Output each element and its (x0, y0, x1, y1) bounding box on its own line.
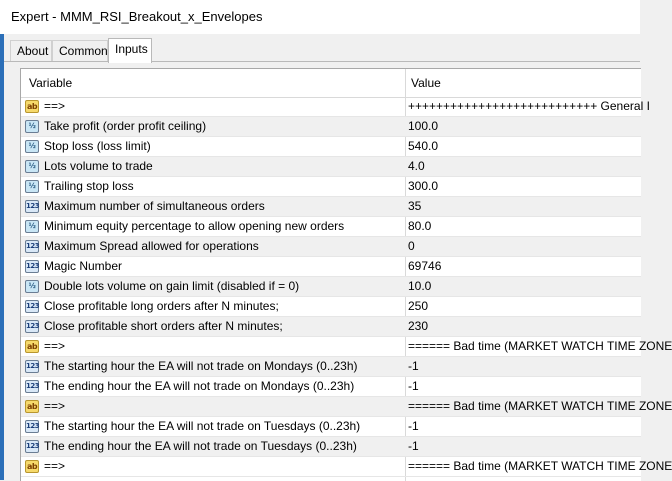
variable-value[interactable]: 300.0 (408, 179, 439, 193)
variable-name: The starting hour the EA will not trade on Mondays (0..23h) (44, 359, 358, 373)
integer-type-icon: 123 (25, 260, 39, 273)
variable-value[interactable]: 230 (408, 319, 429, 333)
integer-type-icon: 123 (25, 380, 39, 393)
variable-value[interactable]: ====== Bad time (MARKET WATCH TIME ZONE (408, 399, 672, 413)
table-row[interactable] (21, 117, 641, 137)
double-type-icon: ½ (25, 180, 39, 193)
variable-value[interactable]: 540.0 (408, 139, 439, 153)
variable-value[interactable]: ====== Bad time (MARKET WATCH TIME ZONE (408, 459, 672, 473)
variable-value[interactable]: 69746 (408, 259, 442, 273)
double-type-icon: ½ (25, 120, 39, 133)
variable-name: Trailing stop loss (44, 179, 134, 193)
variable-name: Close profitable long orders after N minutes; (44, 299, 279, 313)
table-row[interactable] (21, 97, 650, 117)
double-type-icon: ½ (25, 160, 39, 173)
tab-bar (4, 34, 640, 62)
string-type-icon: ab (26, 462, 38, 471)
background-window-edge (0, 34, 4, 480)
variable-value[interactable]: ====== Bad time (MARKET WATCH TIME ZONE (408, 339, 672, 353)
variable-value[interactable]: -1 (408, 359, 419, 373)
variable-name: The starting hour the EA will not trade on Tuesdays (0..23h) (44, 419, 361, 433)
table-row[interactable] (21, 157, 641, 177)
table-row[interactable] (21, 217, 641, 237)
table-row[interactable] (21, 297, 641, 317)
variable-name: Close profitable short orders after N minutes; (44, 319, 283, 333)
table-row[interactable] (21, 317, 641, 337)
integer-type-icon: 123 (25, 200, 39, 213)
variable-value[interactable]: 0 (408, 239, 415, 253)
variable-value[interactable]: 250 (408, 299, 429, 313)
table-row[interactable] (21, 437, 641, 457)
integer-type-icon: 123 (25, 360, 39, 373)
table-row[interactable] (21, 417, 641, 437)
table-row[interactable] (21, 457, 672, 477)
table-row[interactable] (21, 377, 641, 397)
variable-name: ==> (44, 339, 66, 353)
variable-name: Maximum number of simultaneous orders (44, 199, 265, 213)
table-row[interactable] (21, 277, 641, 297)
variable-value[interactable]: 10.0 (408, 279, 432, 293)
tab-divider (4, 61, 640, 62)
string-type-icon: ab (26, 402, 38, 411)
tab-about[interactable]: About (10, 40, 52, 61)
tab-inputs[interactable]: Inputs (108, 38, 152, 63)
string-type-icon: ab (26, 342, 38, 351)
variable-name: ==> (44, 399, 66, 413)
variable-value[interactable]: +++++++++++++++++++++++++++ General I (408, 99, 650, 113)
variable-name: ==> (44, 459, 66, 473)
table-row[interactable] (21, 197, 641, 217)
table-row[interactable] (21, 337, 672, 357)
variable-name: The ending hour the EA will not trade on Mondays (0..23h) (44, 379, 355, 393)
variable-name: Stop loss (loss limit) (44, 139, 151, 153)
variable-value[interactable]: -1 (408, 379, 419, 393)
variable-name: Lots volume to trade (44, 159, 153, 173)
variable-name: Take profit (order profit ceiling) (44, 119, 207, 133)
window-title: Expert - MMM_RSI_Breakout_x_Envelopes (11, 9, 263, 24)
integer-type-icon: 123 (25, 440, 39, 453)
integer-type-icon: 123 (25, 420, 39, 433)
double-type-icon: ½ (25, 140, 39, 153)
table-row[interactable] (21, 357, 641, 377)
grid-header (21, 69, 641, 98)
table-row[interactable] (21, 237, 641, 257)
variable-name: Double lots volume on gain limit (disabled if = 0) (44, 279, 300, 293)
variable-value[interactable]: 100.0 (408, 119, 439, 133)
double-type-icon: ½ (25, 220, 39, 233)
table-row[interactable] (21, 257, 641, 277)
integer-type-icon: 123 (25, 300, 39, 313)
variable-value[interactable]: 4.0 (408, 159, 425, 173)
column-header-value[interactable]: Value (411, 76, 441, 90)
column-header-variable[interactable]: Variable (29, 76, 73, 90)
table-row[interactable] (21, 397, 672, 417)
variable-name: Magic Number (44, 259, 123, 273)
variable-name: ==> (44, 99, 66, 113)
string-type-icon: ab (26, 102, 38, 111)
integer-type-icon: 123 (25, 320, 39, 333)
variable-value[interactable]: -1 (408, 419, 419, 433)
tab-common[interactable]: Common (52, 40, 108, 61)
table-row[interactable] (21, 177, 641, 197)
variable-name: The ending hour the EA will not trade on Tuesdays (0..23h) (44, 439, 357, 453)
variable-name: Maximum Spread allowed for operations (44, 239, 259, 253)
variable-value[interactable]: -1 (408, 439, 419, 453)
inputs-grid (20, 68, 672, 481)
variable-name: Minimum equity percentage to allow opening new orders (44, 219, 345, 233)
integer-type-icon: 123 (25, 240, 39, 253)
variable-value[interactable]: 35 (408, 199, 422, 213)
title-bar (0, 0, 640, 35)
double-type-icon: ½ (25, 280, 39, 293)
variable-value[interactable]: 80.0 (408, 219, 432, 233)
table-row[interactable] (21, 137, 641, 157)
